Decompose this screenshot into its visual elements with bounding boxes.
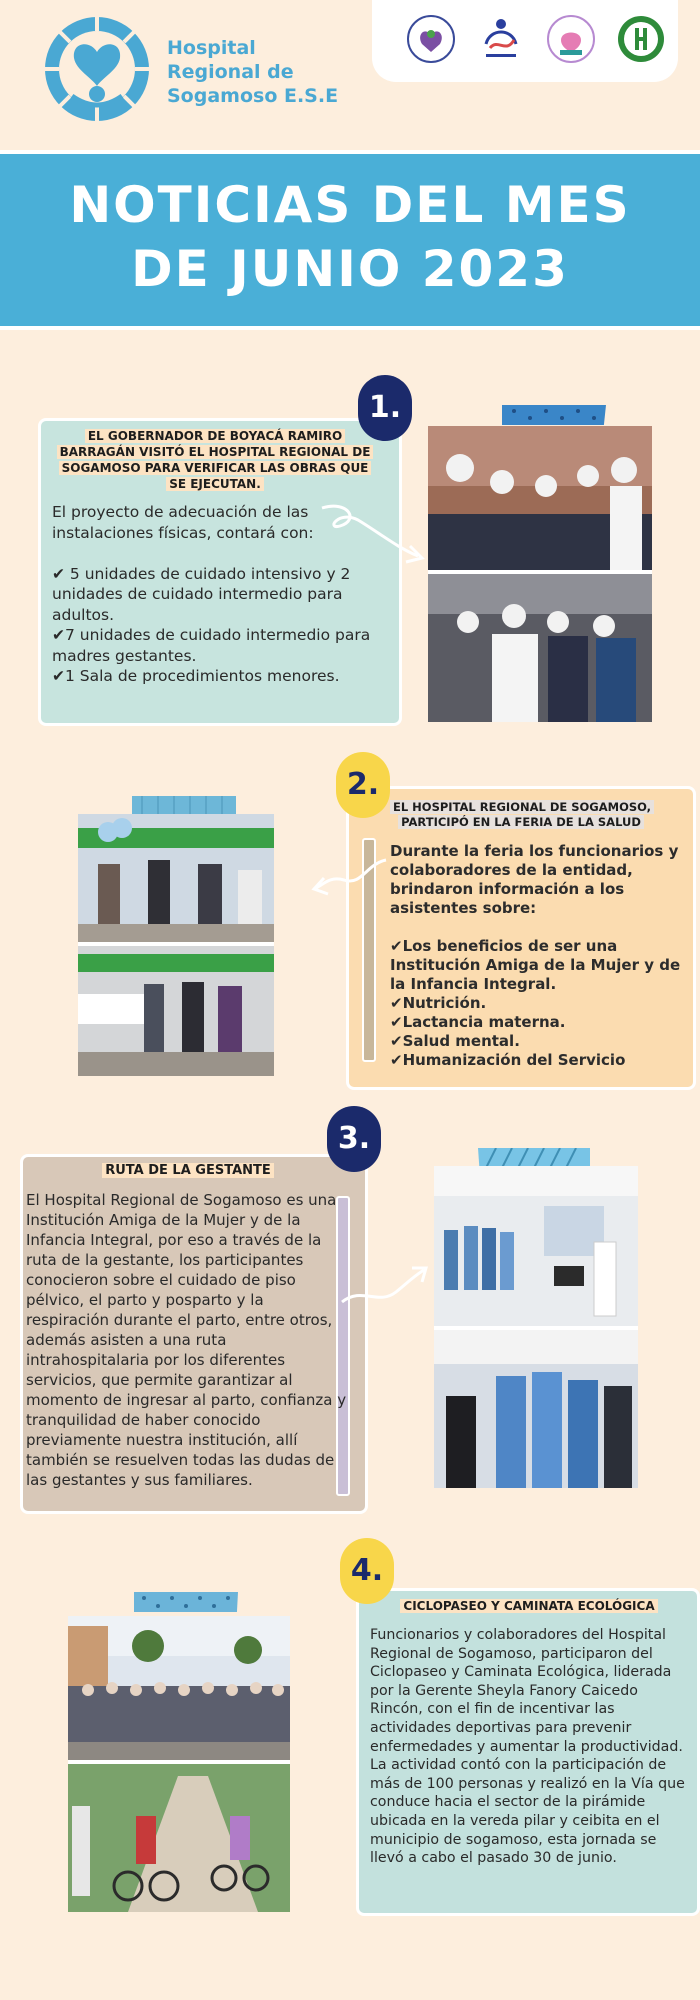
news-body-2: Durante la feria los funcionarios y colaboradores de la entidad, brindaron información a los asistentes sobre: ✔Los beneficios de ser una Institución Amiga de la Mujer y de la Infancia Integral. ✔Nutrición. ✔Lactancia materna. ✔Salud mental. ✔Humanización del Servicio <box>390 842 681 1069</box>
news-body-1: El proyecto de adecuación de las instalaciones físicas, contará con: ✔ 5 unidades de cuidado intensivo y 2 unidades de cuidado intermedio para adultos. ✔7 unidades de cuidado intermedio para madres gestantes. ✔1 Sala de procedimientos menores. <box>52 503 371 685</box>
hospital-name-line: Sogamoso E.S.E <box>167 85 339 107</box>
curved-arrow-icon <box>338 1260 430 1310</box>
partner-logos-panel <box>372 0 678 82</box>
hospital-name-line: Regional de <box>167 61 294 83</box>
hospital-name <box>167 36 357 108</box>
section-number-2: 2. <box>336 752 390 818</box>
curved-arrow-icon <box>318 500 428 570</box>
partner-logo-3-icon <box>546 14 596 64</box>
cycling-walk-photo <box>68 1616 290 1912</box>
news-heading-4-text: CICLOPASEO Y CAMINATA ECOLÓGICA <box>400 1599 657 1613</box>
partner-logo-4-icon <box>616 14 666 64</box>
hospital-logo-icon <box>42 14 152 124</box>
title-banner <box>0 150 700 330</box>
news-body-3: El Hospital Regional de Sogamoso es una Institución Amiga de la Mujer y de la Infancia Integral, por eso a través de la ruta de la gestante, los participantes conocieron sobre el cuidado de piso pélvico, el parto y posparto y la respiración durante el parto, entre otros, además asisten a una ruta intrahospitalaria por los diferentes servicios, que permite garantizar al momento de ingresar al parto, confianza y tranquilidad de haber conocido previamente nuestra institución, allí también se resuelven todas las dudas de las gestantes y sus familiares. <box>26 1191 347 1489</box>
maternal-route-photo <box>434 1166 638 1488</box>
tape-decoration-icon <box>132 796 236 816</box>
news-heading-2-text: EL HOSPITAL REGIONAL DE SOGAMOSO, PARTICIPÓ EN LA FERIA DE LA SALUD <box>390 800 654 829</box>
tape-decoration-icon <box>478 1148 590 1168</box>
news-body-4: Funcionarios y colaboradores del Hospital Regional de Sogamoso, participaron del Ciclopaseo y Caminata Ecológica, liderada por la Gerente Sheyla Fanory Caicedo Rincón, con el fin de incentivar las actividades deportivas para prevenir enfermedades y aumentar la productividad. La actividad contó con la participación de más de 100 personas y realizó en la Vía que conduce hacia el sector de la pirámide ubicada en la vereda pilar y ceibita en el municipio de sogamoso, esta jornada se llevó a cabo el pasado 30 de junio. <box>370 1627 685 1867</box>
section-number-3: 3. <box>327 1106 381 1172</box>
curved-arrow-icon <box>310 856 390 902</box>
news-heading-1-text: EL GOBERNADOR DE BOYACÁ RAMIRO BARRAGÁN VISITÓ EL HOSPITAL REGIONAL DE SOGAMOSO PARA VERIFICAR LAS OBRAS QUE SE EJECUTAN. <box>57 429 374 491</box>
news-heading-4 <box>384 1598 674 1614</box>
page-title-line-2: DE JUNIO 2023 <box>131 240 569 298</box>
section-number-4: 4. <box>340 1538 394 1604</box>
news-heading-1 <box>56 428 374 492</box>
health-fair-photo <box>78 814 274 1076</box>
news-heading-2 <box>390 800 652 830</box>
partner-logo-1-icon <box>406 14 456 64</box>
section-number-1: 1. <box>358 375 412 441</box>
hospital-name-line: Hospital <box>167 37 256 59</box>
governor-visit-photo <box>428 426 652 722</box>
tape-decoration-icon <box>502 405 606 425</box>
header <box>0 0 700 140</box>
partner-logo-2-icon <box>476 14 526 64</box>
page-title-line-1: NOTICIAS DEL MES <box>69 176 631 234</box>
news-heading-3-text: RUTA DE LA GESTANTE <box>102 1163 274 1178</box>
tape-decoration-icon <box>134 1592 238 1612</box>
news-heading-3 <box>20 1162 356 1180</box>
